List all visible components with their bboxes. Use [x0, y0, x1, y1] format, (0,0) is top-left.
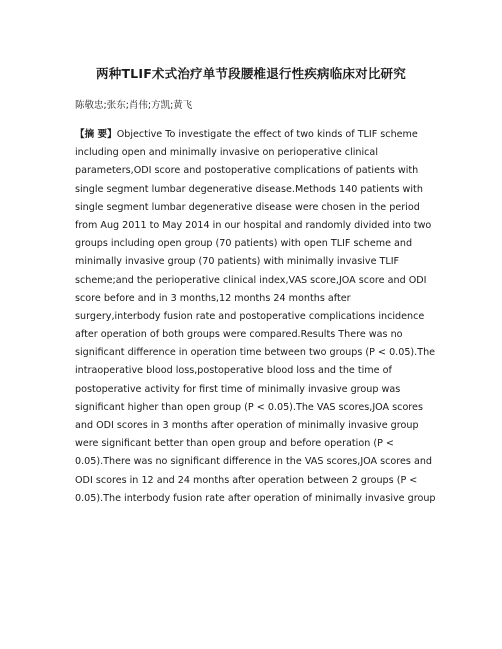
abstract-line: postoperative activity for first time of minimally invasive group was	[75, 383, 401, 395]
abstract-line: 0.05).The interbody fusion rate after operation of minimally invasive group	[75, 492, 436, 504]
abstract-line: single segment lumbar degenerative disease.Methods 140 patients with	[75, 183, 423, 195]
abstract-line: including open and minimally invasive on perioperative clinical	[75, 147, 378, 159]
abstract-line: were significant better than open group and before operation (P <	[75, 438, 394, 450]
abstract-line: significant difference in operation time between two groups (P < 0.05).The	[75, 347, 436, 359]
abstract	[75, 126, 435, 508]
abstract-line: minimally invasive group (70 patients) with minimally invasive TLIF	[75, 256, 400, 268]
abstract-line	[75, 126, 435, 144]
paper-title: 两种TLIF术式治疗单节段腰椎退行性疾病临床对比研究	[96, 66, 406, 81]
abstract-line: scheme;and the perioperative clinical index,VAS score,JOA score and ODI	[75, 274, 427, 286]
abstract-line: ODI scores in 12 and 24 months after operation between 2 groups (P <	[75, 474, 418, 486]
abstract-line: parameters,ODI score and postoperative complications of patients with	[75, 165, 419, 177]
abstract-line: groups including open group (70 patients) with open TLIF scheme and	[75, 238, 413, 250]
abstract-line: score before and in 3 months,12 months 24 months after	[75, 292, 351, 304]
abstract-line: 0.05).There was no significant difference in the VAS scores,JOA scores and	[75, 456, 433, 468]
abstract-line: significant higher than open group (P < 0.05).The VAS scores,JOA scores	[75, 401, 423, 413]
paper-authors: 陈敬忠;张东;肖伟;方凯;黄飞	[75, 100, 193, 111]
abstract-line: surgery,interbody fusion rate and postoperative complications incidence	[75, 310, 425, 322]
abstract-line: and ODI scores in 3 months after operation of minimally invasive group	[75, 420, 419, 431]
abstract-line: intraoperative blood loss,postoperative blood loss and the time of	[75, 365, 392, 377]
abstract-label: 【摘 要】	[75, 129, 117, 140]
abstract-line: from Aug 2011 to May 2014 in our hospital and randomly divided into two	[75, 219, 432, 231]
abstract-line: after operation of both groups were compared.Results There was no	[75, 329, 403, 341]
abstract-line-text: Objective To investigate the effect of two kinds of TLIF scheme	[116, 129, 418, 140]
abstract-line: single segment lumbar degenerative disease were chosen in the period	[75, 201, 420, 213]
